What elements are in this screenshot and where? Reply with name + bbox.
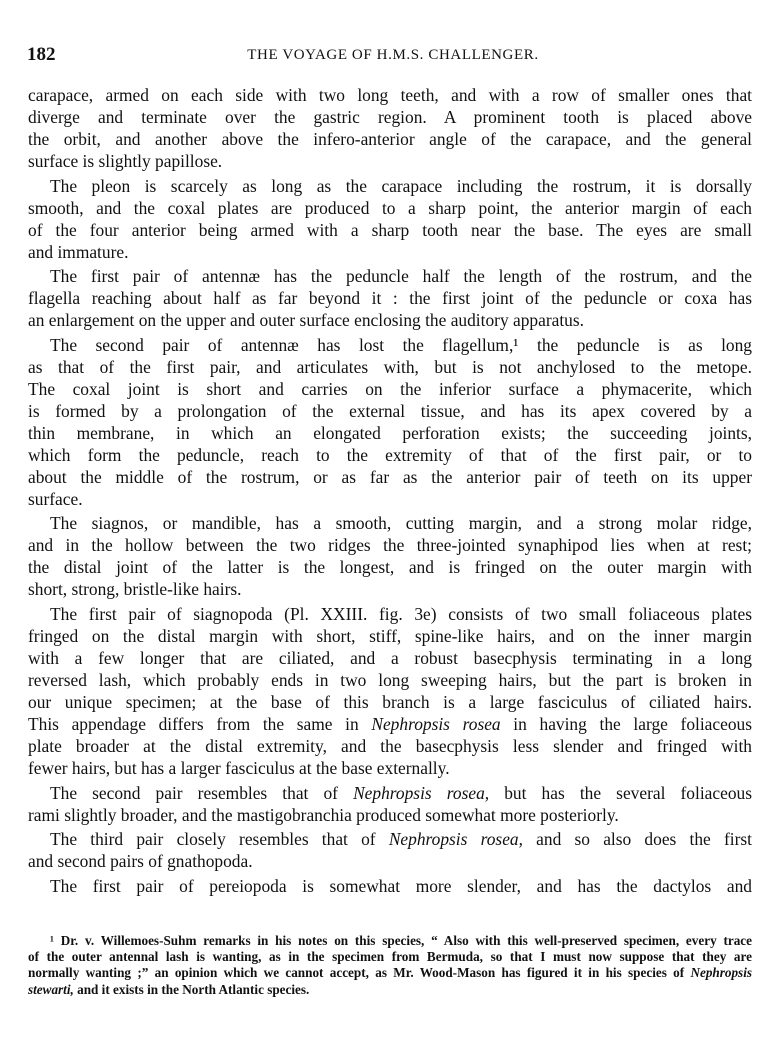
footnote-line: stewarti, and it exists in the North Atlantic species. — [28, 981, 310, 997]
footnote-line: of the outer antennal lash is wanting, as in the specimen from Bermuda, so that I must now suppose that they are — [28, 949, 752, 965]
text-line: thin membrane, in which an elongated perforation exists; the succeeding joints, — [28, 422, 752, 443]
text-line: smooth, and the coxal plates are produced to a sharp point, the anterior margin of each — [28, 197, 752, 218]
text-line: fewer hairs, but has a larger fasciculus at the base externally. — [28, 757, 450, 778]
running-title: THE VOYAGE OF H.M.S. CHALLENGER. — [247, 47, 539, 63]
text-line: The second pair resembles that of Nephropsis rosea, but has the several foliaceous — [50, 782, 752, 803]
text-line: about the middle of the rostrum, or as far as the anterior pair of teeth on its upper — [28, 466, 752, 487]
text-line: the distal joint of the latter is the longest, and is fringed on the outer margin with — [28, 557, 752, 578]
footnote-line: ¹ Dr. v. Willemoes-Suhm remarks in his notes on this species, “ Also with this well-preserved specimen, every trace — [50, 933, 752, 948]
paragraph — [28, 84, 752, 172]
text-line: The siagnos, or mandible, has a smooth, cutting margin, and a strong molar ridge, — [50, 513, 752, 534]
text-line: rami slightly broader, and the mastigobranchia produced somewhat more posteriorly. — [28, 804, 619, 825]
text-line: which form the peduncle, reach to the extremity of that of the first pair, or to — [28, 444, 752, 465]
text-line: The first pair of pereiopoda is somewhat more slender, and has the dactylos and — [50, 875, 752, 896]
footnote — [28, 933, 752, 998]
text-line: This appendage differs from the same in Nephropsis rosea in having the large foliaceous — [28, 713, 752, 734]
text-line: carapace, armed on each side with two long teeth, and with a row of smaller ones that — [28, 85, 752, 105]
text-line: The coxal joint is short and carries on the inferior surface a phymacerite, which — [28, 378, 752, 399]
text-line: plate broader at the distal extremity, and the basecphysis less slender and fringed with — [28, 735, 752, 756]
text-line: and second pairs of gnathopoda. — [28, 851, 253, 872]
text-line: of the four anterior being armed with a sharp tooth near the base. The eyes are small — [28, 219, 752, 240]
text-line: with a few longer that are ciliated, and a robust basecphysis terminating in a long — [28, 647, 752, 668]
paragraph — [28, 782, 752, 826]
italic-text: Nephropsis — [690, 965, 752, 981]
italic-text: stewarti, — [28, 981, 74, 997]
text-line: the orbit, and another above the infero-anterior angle of the carapace, and the general — [28, 129, 752, 149]
text-line: flagella reaching about half as far beyond it : the first joint of the peduncle or coxa has — [28, 288, 752, 309]
text-line: The pleon is scarcely as long as the carapace including the rostrum, it is dorsally — [50, 175, 752, 196]
text-line: surface. — [28, 488, 83, 509]
footnote-line: normally wanting ;” an opinion which we cannot accept, as Mr. Wood-Mason has figured it in his species of Nephropsis — [28, 965, 752, 981]
paragraph — [28, 334, 752, 510]
body-text — [28, 84, 752, 899]
text-line: short, strong, bristle-like hairs. — [28, 579, 242, 600]
paragraph — [28, 603, 752, 779]
text-line: The third pair closely resembles that of Nephropsis rosea, and so also does the first — [50, 829, 752, 850]
text-line: diverge and terminate over the gastric region. A prominent tooth is placed above — [28, 107, 752, 127]
text-line: is formed by a prolongation of the external tissue, and has its apex covered by a — [28, 400, 752, 421]
paragraph — [28, 175, 752, 263]
italic-text: Nephropsis rosea, — [353, 782, 490, 803]
paragraph — [28, 512, 752, 600]
paragraph — [28, 265, 752, 331]
italic-text: Nephropsis rosea, — [388, 829, 523, 850]
text-line: The first pair of antennæ has the peduncle half the length of the rostrum, and the — [50, 266, 752, 287]
text-line: an enlargement on the upper and outer surface enclosing the auditory apparatus. — [28, 310, 584, 331]
text-line: surface is slightly papillose. — [28, 151, 223, 171]
paragraph — [28, 875, 752, 897]
text-line: reversed lash, which probably ends in two long sweeping hairs, but the part is broken in — [28, 669, 752, 690]
text-line: as that of the first pair, and articulates with, but is not anchylosed to the metope. — [28, 356, 752, 377]
italic-text: Nephropsis rosea — [371, 713, 501, 734]
text-line: The second pair of antennæ has lost the flagellum,¹ the peduncle is as long — [50, 334, 752, 355]
text-line: and in the hollow between the two ridges the three-jointed synaphipod lies when at rest; — [28, 535, 752, 556]
text-line: fringed on the distal margin with short, stiff, spine-like hairs, and on the inner margin — [28, 625, 752, 646]
text-line: The first pair of siagnopoda (Pl. XXIII. fig. 3e) consists of two small foliaceous plates — [50, 603, 752, 624]
paragraph — [28, 828, 752, 872]
text-line: and immature. — [28, 241, 129, 262]
text-line: our unique specimen; at the base of this branch is a large fasciculus of ciliated hairs. — [28, 691, 752, 712]
page-number: 182 — [27, 44, 56, 65]
